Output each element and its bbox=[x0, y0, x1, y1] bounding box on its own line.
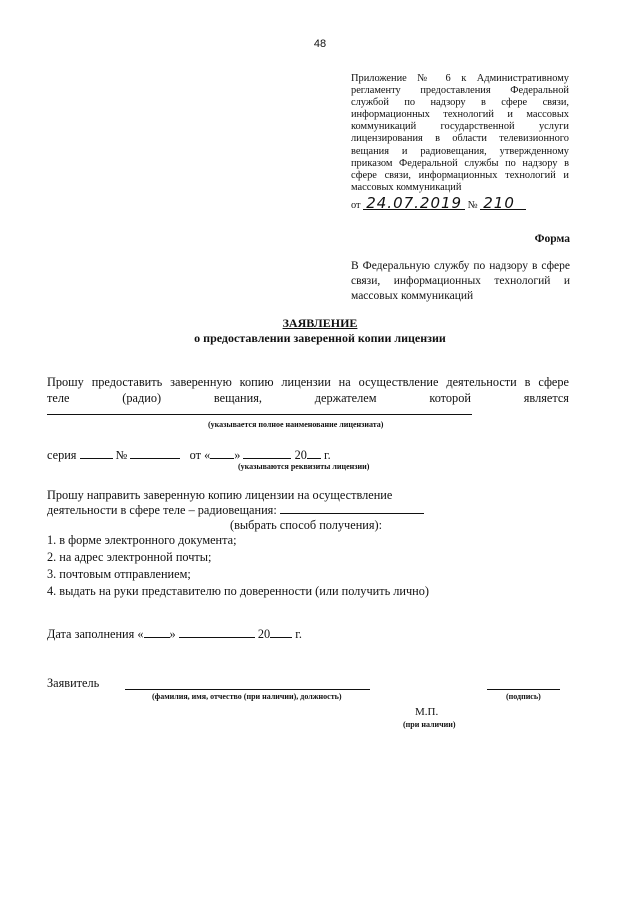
request-word: вещания, bbox=[213, 391, 262, 405]
request-line-2 bbox=[47, 391, 569, 406]
appendix-line: службой по надзору в сфере связи, bbox=[351, 97, 569, 109]
applicant-signature-hint: (подпись) bbox=[506, 692, 541, 701]
delivery-option-electronic[interactable]: 1. в форме электронного документа; bbox=[47, 533, 237, 547]
request-line-1: Прошу предоставить заверенную копию лицензии на осуществление деятельности в сфере bbox=[47, 375, 569, 389]
fill-month-field[interactable] bbox=[179, 627, 255, 638]
fill-year-field[interactable] bbox=[270, 627, 292, 638]
delivery-option-email[interactable]: 2. на адрес электронной почты; bbox=[47, 550, 212, 564]
delivery-line-2 bbox=[47, 503, 424, 518]
page-number: 48 bbox=[313, 38, 327, 50]
request-word: является bbox=[523, 391, 569, 405]
delivery-line-2-text: деятельности в сфере теле – радиовещания: bbox=[47, 503, 277, 517]
order-date-handwritten: 24.07.2019 bbox=[363, 197, 465, 210]
series-field[interactable] bbox=[80, 448, 113, 459]
order-number-label: № bbox=[467, 200, 478, 211]
delivery-method-field[interactable] bbox=[280, 503, 424, 514]
license-month-field[interactable] bbox=[243, 448, 291, 459]
number-label: № bbox=[115, 448, 128, 462]
appendix-line: массовых коммуникаций bbox=[351, 181, 462, 193]
license-quote-close: » bbox=[234, 448, 241, 462]
delivery-option-in-person[interactable]: 4. выдать на руки представителю по доверенности (или получить лично) bbox=[47, 584, 430, 598]
addressee-line: массовых коммуникаций bbox=[351, 290, 474, 302]
order-number-handwritten: 210 bbox=[480, 197, 526, 210]
appendix-line: коммуникаций государственной услуги bbox=[351, 121, 569, 133]
applicant-signature-field[interactable] bbox=[487, 689, 560, 690]
stamp-label: М.П. bbox=[415, 706, 439, 718]
fill-date-label: Дата заполнения « bbox=[47, 627, 144, 641]
delivery-line-1: Прошу направить заверенную копию лицензии на осуществление bbox=[47, 488, 393, 502]
applicant-label: Заявитель bbox=[47, 676, 100, 690]
license-year-suffix: г. bbox=[323, 448, 331, 462]
fill-day-field[interactable] bbox=[144, 627, 170, 638]
order-from-label: от bbox=[351, 200, 361, 211]
licensee-name-field[interactable] bbox=[47, 414, 472, 415]
request-word: (радио) bbox=[122, 391, 162, 405]
delivery-option-post[interactable]: 3. почтовым отправлением; bbox=[47, 567, 191, 581]
form-label: Форма bbox=[534, 233, 570, 245]
delivery-choose-hint: (выбрать способ получения): bbox=[230, 518, 383, 532]
addressee-line: связи, информационных технологий и bbox=[351, 275, 570, 287]
appendix-line: информационных технологий и массовых bbox=[351, 109, 569, 121]
addressee-line: В Федеральную службу по надзору в сфере bbox=[351, 260, 570, 272]
license-day-field[interactable] bbox=[210, 448, 234, 459]
license-number-field[interactable] bbox=[130, 448, 180, 459]
appendix-line: регламенту предоставления Федеральной bbox=[351, 85, 569, 97]
addressee bbox=[351, 259, 570, 304]
license-year-prefix: 20 bbox=[294, 448, 307, 462]
appendix-line: сфере связи, информационных технологий и bbox=[351, 169, 569, 181]
appendix-line: лицензирования в области телевизионного bbox=[351, 133, 569, 145]
appendix-line: вещания и радиовещания, утвержденному bbox=[351, 145, 569, 157]
applicant-name-field[interactable] bbox=[125, 689, 370, 690]
request-word: держателем bbox=[314, 391, 377, 405]
request-word: которой bbox=[429, 391, 471, 405]
stamp-hint: (при наличии) bbox=[403, 720, 456, 729]
document-subtitle: о предоставлении заверенной копии лицензии bbox=[194, 331, 446, 345]
license-details-hint: (указываются реквизиты лицензии) bbox=[238, 462, 370, 471]
order-date-number bbox=[351, 194, 526, 212]
licensee-name-hint: (указывается полное наименование лицензиата) bbox=[208, 420, 384, 429]
fill-date-line bbox=[47, 627, 302, 642]
license-details-line bbox=[47, 448, 331, 463]
license-year-field[interactable] bbox=[307, 448, 321, 459]
appendix-reference bbox=[351, 73, 569, 194]
series-label: серия bbox=[47, 448, 77, 462]
appendix-line: Приложение № 6 к Административному bbox=[351, 73, 569, 84]
request-word: теле bbox=[47, 391, 70, 405]
fill-year-prefix: 20 bbox=[257, 627, 271, 641]
document-title: ЗАЯВЛЕНИЕ bbox=[282, 316, 358, 330]
license-from-label: от « bbox=[189, 448, 211, 462]
appendix-line: приказом Федеральной службы по надзору в bbox=[351, 157, 569, 169]
fill-date-quote-close: » bbox=[169, 627, 176, 641]
fill-year-suffix: г. bbox=[295, 627, 302, 641]
applicant-name-hint: (фамилия, имя, отчество (при наличии), должность) bbox=[152, 692, 342, 701]
